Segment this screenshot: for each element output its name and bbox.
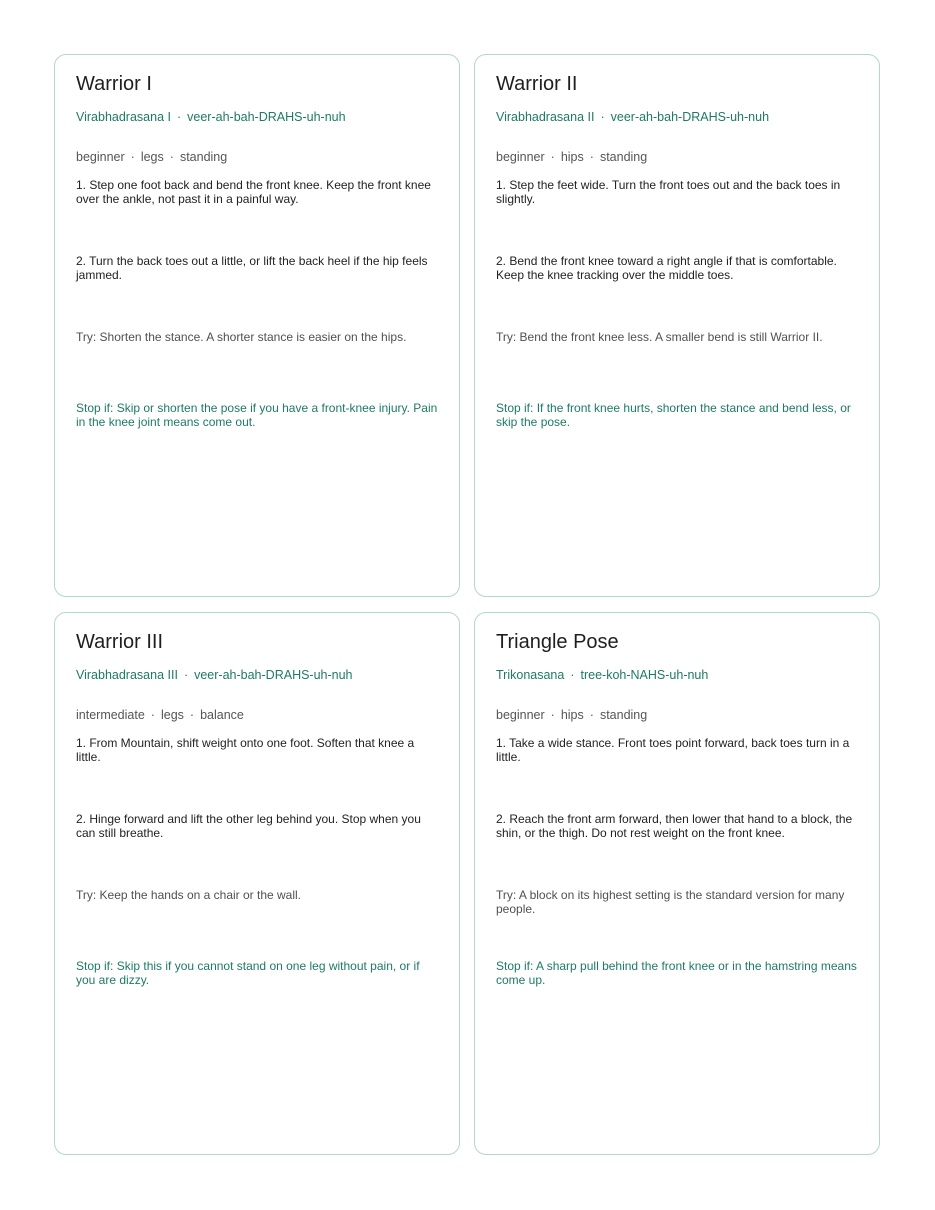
pose-tags bbox=[496, 150, 858, 165]
pronunciation: veer-ah-bah-DRAHS-uh-nuh bbox=[187, 110, 346, 124]
level-tag: intermediate bbox=[76, 708, 145, 722]
separator: · bbox=[589, 150, 594, 164]
step-1: 1. Step one foot back and bend the front knee. Keep the front knee over the ankle, not past it in a painful way. bbox=[76, 178, 431, 206]
stop-warning: Stop if: If the front knee hurts, shorten the stance and bend less, or skip the pose. bbox=[496, 401, 851, 429]
step-1: 1. Take a wide stance. Front toes point forward, back toes turn in a little. bbox=[496, 736, 850, 764]
pose-card-warrior-2 bbox=[474, 54, 880, 597]
stop-warning: Stop if: Skip this if you cannot stand on one leg without pain, or if you are dizzy. bbox=[76, 959, 420, 987]
pose-title: Warrior I bbox=[76, 73, 152, 95]
pose-title: Triangle Pose bbox=[496, 631, 619, 653]
separator: · bbox=[600, 110, 605, 124]
separator: · bbox=[570, 668, 575, 682]
step-2: 2. Reach the front arm forward, then lower that hand to a block, the shin, or the thigh. Do not rest weight on the front knee. bbox=[496, 812, 853, 840]
separator: · bbox=[550, 708, 555, 722]
separator: · bbox=[130, 150, 135, 164]
category-tag: standing bbox=[599, 708, 648, 722]
level-tag: beginner bbox=[76, 150, 125, 164]
step-1: 1. Step the feet wide. Turn the front toes out and the back toes in slightly. bbox=[496, 178, 841, 206]
level-tag: beginner bbox=[496, 150, 545, 164]
focus-tag: legs bbox=[160, 708, 184, 722]
separator: · bbox=[169, 150, 174, 164]
sanskrit-name: Virabhadrasana II bbox=[496, 110, 595, 124]
category-tag: standing bbox=[179, 150, 228, 164]
focus-tag: hips bbox=[560, 150, 584, 164]
pronunciation: tree-koh-NAHS-uh-nuh bbox=[580, 668, 709, 682]
pose-tags bbox=[76, 708, 438, 723]
step-2: 2. Bend the front knee toward a right angle if that is comfortable. Keep the knee tracking over the middle toes. bbox=[496, 254, 837, 282]
category-tag: balance bbox=[200, 708, 244, 722]
pose-tags bbox=[496, 708, 858, 723]
pose-names bbox=[496, 668, 858, 683]
separator: · bbox=[189, 708, 195, 722]
sanskrit-name: Trikonasana bbox=[496, 668, 565, 682]
focus-tag: legs bbox=[140, 150, 164, 164]
modification-tip: Try: Keep the hands on a chair or the wall. bbox=[76, 888, 302, 902]
pose-card-warrior-3 bbox=[54, 612, 460, 1155]
pronunciation: veer-ah-bah-DRAHS-uh-nuh bbox=[194, 668, 353, 682]
separator: · bbox=[183, 668, 189, 682]
sanskrit-name: Virabhadrasana I bbox=[76, 110, 171, 124]
separator: · bbox=[589, 708, 594, 722]
pose-names bbox=[76, 110, 438, 125]
level-tag: beginner bbox=[496, 708, 545, 722]
pose-names bbox=[496, 110, 858, 125]
separator: · bbox=[150, 708, 155, 722]
step-2: 2. Turn the back toes out a little, or lift the back heel if the hip feels jammed. bbox=[76, 254, 428, 282]
step-1: 1. From Mountain, shift weight onto one foot. Soften that knee a little. bbox=[76, 736, 415, 764]
separator: · bbox=[176, 110, 182, 124]
pose-card-warrior-1 bbox=[54, 54, 460, 597]
pose-title: Warrior II bbox=[496, 73, 578, 95]
pronunciation: veer-ah-bah-DRAHS-uh-nuh bbox=[610, 110, 770, 124]
step-2: 2. Hinge forward and lift the other leg behind you. Stop when you can still breathe. bbox=[76, 812, 421, 840]
sanskrit-name: Virabhadrasana III bbox=[76, 668, 178, 682]
focus-tag: hips bbox=[560, 708, 584, 722]
modification-tip: Try: Shorten the stance. A shorter stance is easier on the hips. bbox=[76, 330, 407, 344]
modification-tip: Try: Bend the front knee less. A smaller bend is still Warrior II. bbox=[496, 330, 823, 344]
pose-names bbox=[76, 668, 438, 683]
pose-card-triangle bbox=[474, 612, 880, 1155]
stop-warning: Stop if: A sharp pull behind the front knee or in the hamstring means come up. bbox=[496, 959, 857, 987]
category-tag: standing bbox=[599, 150, 648, 164]
pose-tags bbox=[76, 150, 438, 165]
modification-tip: Try: A block on its highest setting is the standard version for many people. bbox=[496, 888, 845, 916]
separator: · bbox=[550, 150, 555, 164]
pose-title: Warrior III bbox=[76, 631, 164, 653]
stop-warning: Stop if: Skip or shorten the pose if you have a front-knee injury. Pain in the knee joint means come out. bbox=[76, 401, 438, 429]
